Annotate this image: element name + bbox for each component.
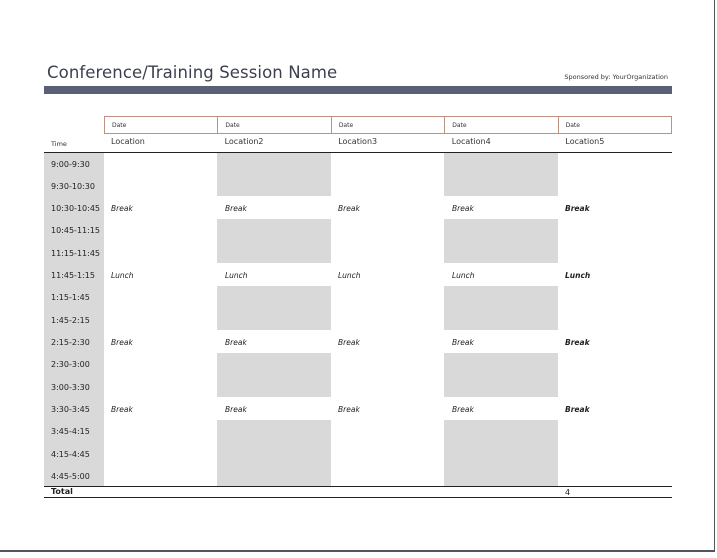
time-slot: 10:30-10:45 bbox=[51, 204, 100, 213]
time-slot: 4:15-4:45 bbox=[51, 450, 90, 459]
time-slot: 11:15-11:45 bbox=[51, 249, 100, 258]
break-cell: Break bbox=[452, 338, 474, 347]
location-header-5: Location5 bbox=[565, 137, 605, 146]
time-slot: 4:45-5:00 bbox=[51, 472, 90, 481]
date-cell-1: Date bbox=[112, 122, 127, 129]
break-cell: Break bbox=[111, 338, 133, 347]
title-bar bbox=[44, 86, 672, 94]
location-header-2: Location2 bbox=[224, 137, 264, 146]
date-cell-5: Date bbox=[558, 117, 671, 133]
location-header-row bbox=[104, 137, 672, 146]
break-cell: Break bbox=[338, 204, 360, 213]
time-column-header: Time bbox=[51, 140, 67, 148]
date-cell-4: Date bbox=[444, 117, 557, 133]
session-block bbox=[217, 353, 331, 397]
date-cell-2: Date bbox=[217, 117, 330, 133]
session-block bbox=[217, 219, 331, 263]
session-block bbox=[444, 353, 558, 397]
time-slot: 1:45-2:15 bbox=[51, 316, 90, 325]
break-cell: Break bbox=[338, 338, 360, 347]
time-slot: 1:15-1:45 bbox=[51, 293, 90, 302]
session-block bbox=[444, 286, 558, 330]
lunch-cell: Lunch bbox=[565, 271, 591, 280]
lunch-cell: Lunch bbox=[338, 271, 361, 280]
time-slot: 3:00-3:30 bbox=[51, 383, 90, 392]
session-block bbox=[217, 286, 331, 330]
session-block bbox=[444, 153, 558, 196]
break-cell: Break bbox=[452, 405, 474, 414]
time-slot: 3:30-3:45 bbox=[51, 405, 90, 414]
session-block bbox=[444, 219, 558, 263]
location-header-3: Location3 bbox=[338, 137, 378, 146]
total-value: 4 bbox=[565, 488, 571, 497]
break-cell: Break bbox=[111, 405, 133, 414]
time-slot: 9:00-9:30 bbox=[51, 160, 90, 169]
break-cell: Break bbox=[111, 204, 133, 213]
page-title: Conference/Training Session Name bbox=[47, 63, 338, 82]
break-cell: Break bbox=[225, 405, 247, 414]
header-divider bbox=[44, 152, 672, 153]
time-slot: 11:45-1:15 bbox=[51, 271, 95, 280]
lunch-cell: Lunch bbox=[225, 271, 248, 280]
break-cell: Break bbox=[565, 204, 590, 213]
date-row bbox=[104, 116, 672, 134]
break-cell: Break bbox=[565, 405, 590, 414]
break-cell: Break bbox=[225, 338, 247, 347]
session-block bbox=[217, 153, 331, 196]
session-block bbox=[444, 420, 558, 486]
session-block bbox=[217, 420, 331, 486]
break-cell: Break bbox=[565, 338, 590, 347]
break-cell: Break bbox=[225, 204, 247, 213]
time-slot: 10:45-11:15 bbox=[51, 226, 100, 235]
break-cell: Break bbox=[452, 204, 474, 213]
time-slot: 2:30-3:00 bbox=[51, 360, 90, 369]
lunch-cell: Lunch bbox=[452, 271, 475, 280]
total-top-line bbox=[44, 486, 672, 487]
time-slot: 3:45-4:15 bbox=[51, 427, 90, 436]
date-cell-3: Date bbox=[331, 117, 444, 133]
time-slot: 2:15-2:30 bbox=[51, 338, 90, 347]
break-cell: Break bbox=[338, 405, 360, 414]
total-label: Total bbox=[51, 487, 73, 496]
lunch-cell: Lunch bbox=[111, 271, 134, 280]
time-slot: 9:30-10:30 bbox=[51, 182, 95, 191]
total-bottom-line bbox=[44, 497, 672, 498]
location-header-1: Location bbox=[111, 137, 145, 146]
sponsor-text: Sponsored by: YourOrganization bbox=[564, 73, 668, 81]
location-header-4: Location4 bbox=[451, 137, 491, 146]
